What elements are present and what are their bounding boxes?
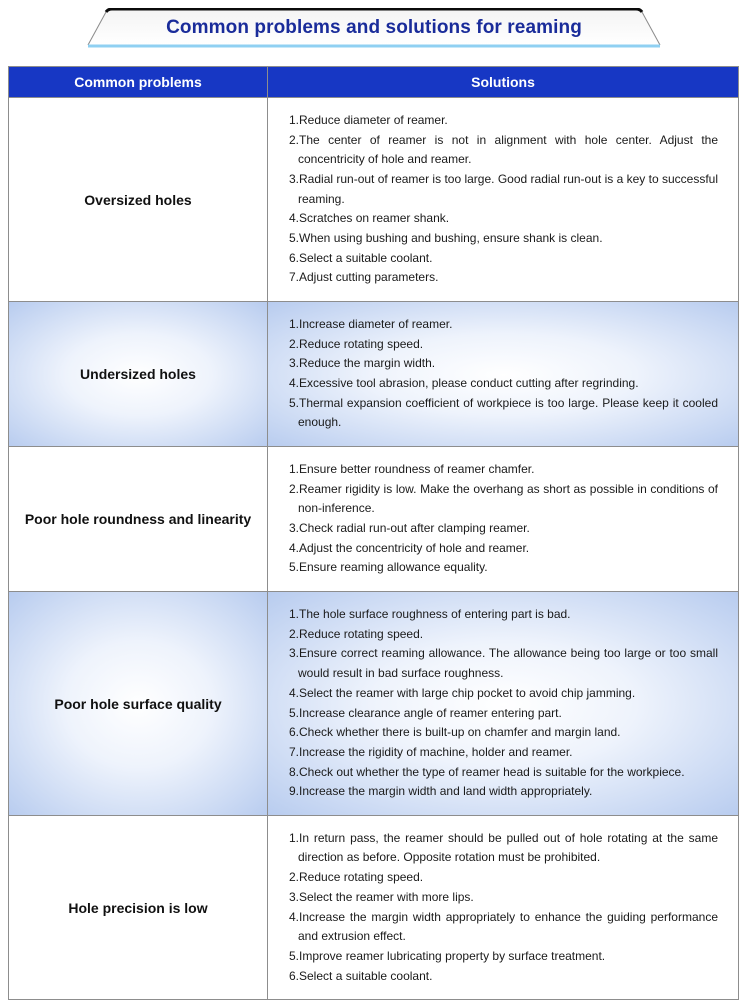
solution-list: [289, 829, 718, 987]
solution-item: 7.Increase the rigidity of machine, holder and reamer.: [289, 744, 573, 759]
solution-item: 4.Excessive tool abrasion, please conduct cutting after regrinding.: [289, 376, 639, 390]
solution-item: 4.Select the reamer with large chip pocket to avoid chip jamming.: [289, 685, 636, 700]
solution-item: 2.Reduce rotating speed.: [289, 626, 424, 641]
table-row-oversized-holes: [9, 98, 739, 302]
solution-item: 5.Thermal expansion coefficient of workpiece is too large. Please keep it cooled enough.: [289, 395, 718, 430]
page-title: Common problems and solutions for reaming: [166, 17, 582, 38]
problem-cell: Undersized holes: [9, 302, 268, 447]
solution-item: 4.Adjust the concentricity of hole and reamer.: [289, 540, 530, 555]
solution-item: 2.Reduce rotating speed.: [289, 870, 424, 885]
solution-item: 3.Ensure correct reaming allowance. The allowance being too large or too small would result in bad surface roughness.: [289, 646, 718, 681]
title-banner: [86, 8, 662, 48]
header-common-problems: Common problems: [9, 67, 268, 98]
solution-list: [289, 605, 718, 802]
header-solutions: Solutions: [268, 67, 739, 98]
problem-cell: Oversized holes: [9, 98, 268, 302]
solution-item: 5.When using bushing and bushing, ensure shank is clean.: [289, 231, 603, 246]
solution-item: 4.Scratches on reamer shank.: [289, 211, 450, 226]
solution-list: [289, 315, 718, 433]
solution-cell: [268, 447, 739, 592]
solution-item: 1.Reduce diameter of reamer.: [289, 112, 448, 127]
solution-cell: [268, 592, 739, 816]
solution-item: 1.Increase diameter of reamer.: [289, 316, 453, 331]
solution-item: 3.Radial run-out of reamer is too large. Good radial run-out is a key to successful reaming.: [289, 171, 718, 206]
solution-item: 5.Ensure reaming allowance equality.: [289, 560, 488, 575]
solution-cell: [268, 302, 739, 447]
solution-item: 3.Select the reamer with more lips.: [289, 889, 474, 904]
solution-item: 2.Reamer rigidity is low. Make the overhang as short as possible in conditions of non-inference.: [289, 481, 718, 516]
table-row-poor-surface-quality: [9, 592, 739, 816]
solution-item: 1.In return pass, the reamer should be pulled out of hole rotating at the same direction as before. Opposite rotation must be prohibited.: [289, 830, 718, 865]
solution-item: 3.Check radial run-out after clamping reamer.: [289, 521, 530, 535]
solution-item: 2.The center of reamer is not in alignment with hole center. Adjust the concentricity of hole and reamer.: [289, 132, 718, 167]
table-row-undersized-holes: [9, 302, 739, 447]
table-header-row: [9, 67, 739, 98]
problem-cell: Hole precision is low: [9, 816, 268, 1000]
solution-item: 1.Ensure better roundness of reamer chamfer.: [289, 461, 535, 476]
problem-cell: Poor hole roundness and linearity: [9, 447, 268, 592]
solution-item: 6.Select a suitable coolant.: [289, 250, 433, 265]
solution-cell: [268, 98, 739, 302]
problems-solutions-table: [8, 66, 739, 1000]
solution-list: [289, 460, 718, 578]
solution-cell: [268, 816, 739, 1000]
solution-item: 7.Adjust cutting parameters.: [289, 270, 439, 285]
solution-item: 8.Check out whether the type of reamer head is suitable for the workpiece.: [289, 764, 685, 779]
solution-item: 3.Reduce the margin width.: [289, 356, 436, 371]
solution-item: 6.Check whether there is built-up on chamfer and margin land.: [289, 725, 621, 740]
solution-item: 9.Increase the margin width and land width appropriately.: [289, 784, 593, 799]
solution-item: 2.Reduce rotating speed.: [289, 336, 424, 351]
solution-item: 5.Improve reamer lubricating property by surface treatment.: [289, 948, 606, 963]
table-row-poor-roundness: [9, 447, 739, 592]
solution-list: [289, 111, 718, 288]
solution-item: 1.The hole surface roughness of entering part is bad.: [289, 606, 571, 621]
solution-item: 4.Increase the margin width appropriately to enhance the guiding performance and extrusion effect.: [289, 909, 718, 944]
solution-item: 5.Increase clearance angle of reamer entering part.: [289, 705, 562, 720]
solution-item: 6.Select a suitable coolant.: [289, 968, 433, 983]
table-row-low-precision: [9, 816, 739, 1000]
problem-cell: Poor hole surface quality: [9, 592, 268, 816]
